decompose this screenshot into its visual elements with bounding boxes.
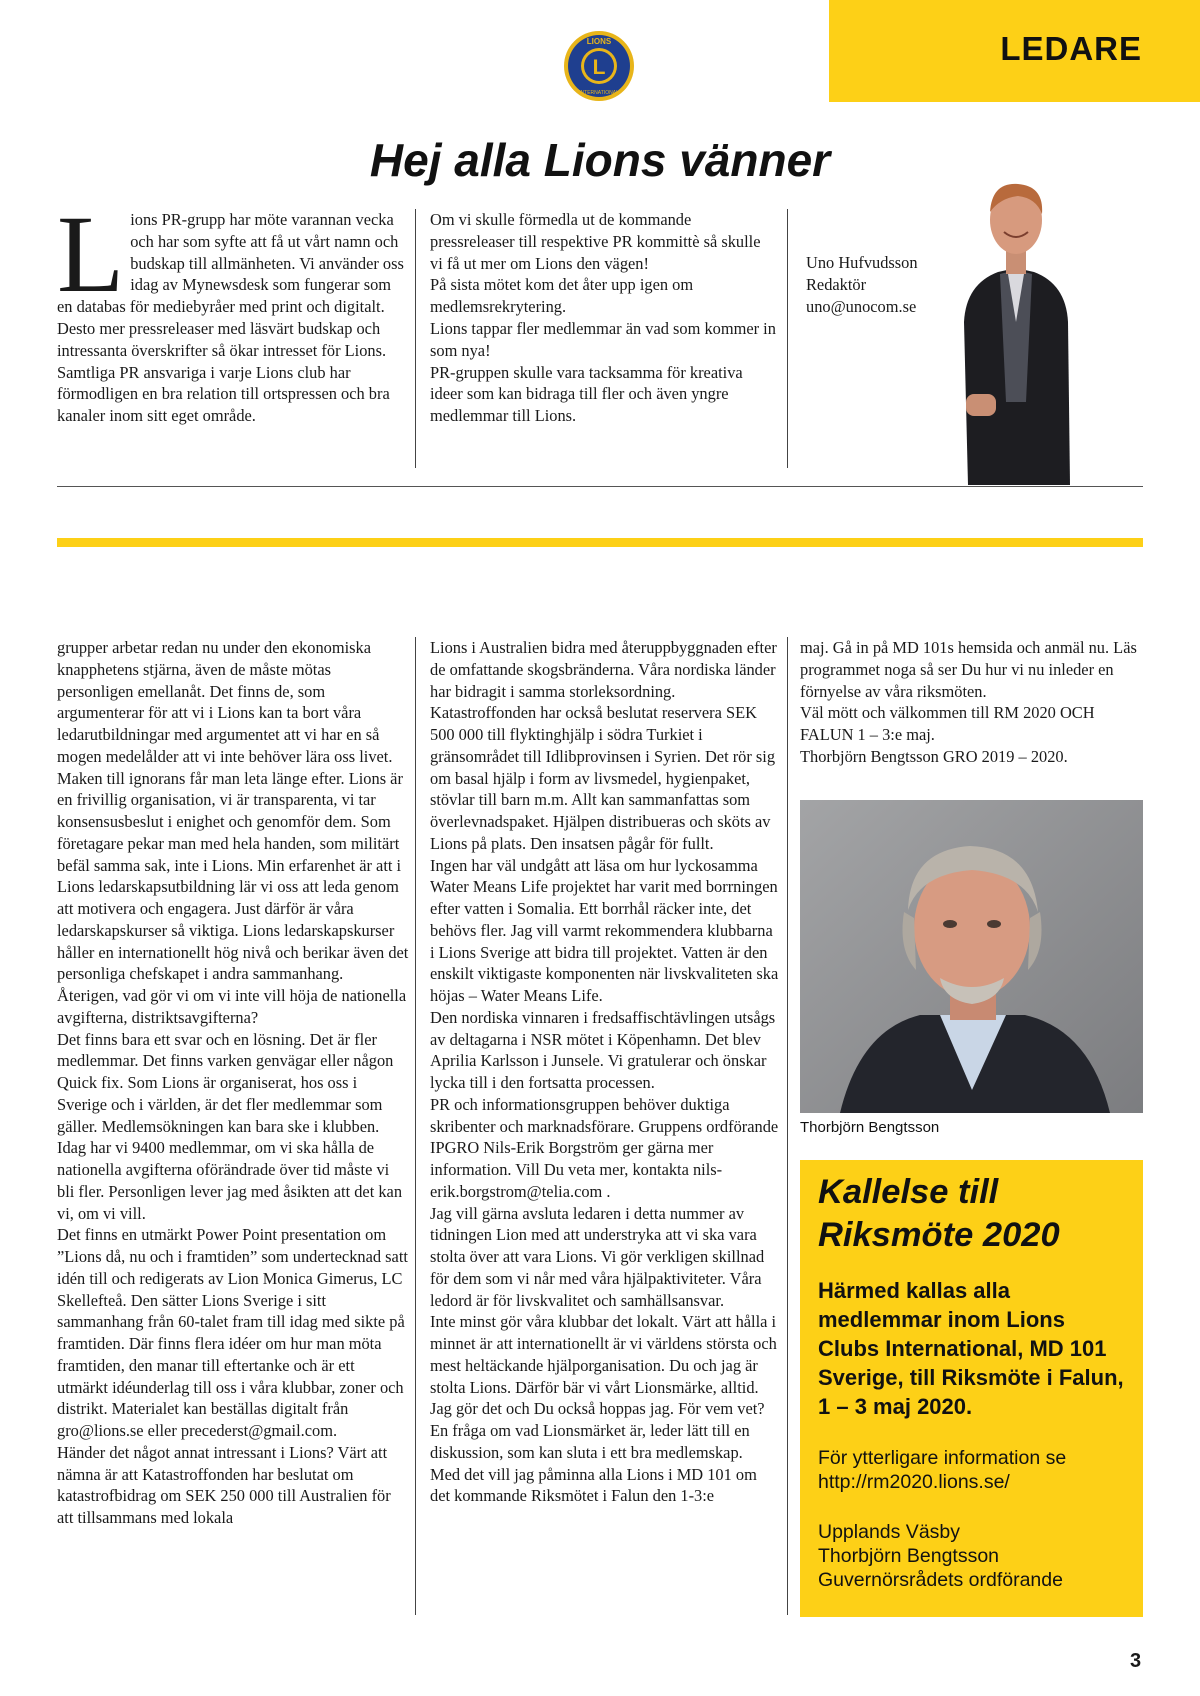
body-paragraph: Thorbjörn Bengtsson GRO 2019 – 2020. xyxy=(800,746,1068,766)
intro-paragraph: ions PR-grupp har möte varannan vecka och har som syfte att få ut vårt namn och budskap till allmänheten. Vi använder oss idag av Mynewsdesk som fungerar som en databas för mediebyråer med print och digitalt. Desto mer pressreleaser med läsvärt budskap och intressanta överskrifter så ökar intresset för Lions. Samtliga PR ansvariga i varje Lions club har förmodligen en bra relation till ortspressen och bra kanaler inom sitt eget område. xyxy=(57,210,404,426)
section-label: LEDARE xyxy=(1000,30,1142,67)
body-paragraph: Händer det något annat intressant i Lions? Värt att nämna är att Katastroffonden har beslutat om katastrofbidrag om SEK 250 000 till Australien för att tillsammans med lokala xyxy=(57,1442,391,1527)
section-divider xyxy=(57,486,1143,487)
author-email: uno@unocom.se xyxy=(806,296,917,316)
announcement-link[interactable]: http://rm2020.lions.se/ xyxy=(818,1471,1010,1493)
editor-portrait xyxy=(960,172,1072,485)
body-paragraph: Med det vill jag påminna alla Lions i MD 101 om det kommande Riksmötet i Falun den 1-3:e xyxy=(430,1464,757,1506)
body-paragraph: Väl mött och välkommen till RM 2020 OCH FALUN 1 – 3:e maj. xyxy=(800,703,1095,744)
page-title: Hej alla Lions vänner xyxy=(369,134,831,186)
body-column-2 xyxy=(430,637,780,1507)
column-divider xyxy=(787,209,788,468)
column-divider xyxy=(415,637,416,1615)
author-photo xyxy=(800,800,1143,1113)
announcement-signature: Upplands Väsby Thorbjörn Bengtsson Guvernörsrådets ordförande xyxy=(818,1521,1063,1591)
announcement-title: Kallelse till Riksmöte 2020 xyxy=(818,1173,1060,1254)
intro-paragraph: På sista mötet kom det åter upp igen om medlemsrekrytering. xyxy=(430,275,694,317)
author-role: Redaktör xyxy=(806,274,867,294)
announcement-box xyxy=(800,1160,1143,1617)
intro-paragraph: Lions tappar fler medlemmar än vad som kommer in som nya! xyxy=(430,318,776,360)
body-paragraph: Inte minst gör våra klubbar det lokalt. Värt att hålla i minnet är att internationellt är vi världens största och mest heltäckande hjälporganisation. Du och jag är stolta Lions. Därför bär vi vårt Lionsmärke, alltid. Jag gör det och Du också hoppas jag. För vem vet? En fråga om vad Lionsmärket är, leder lätt till en diskussion, som kan sluta i ett bra medlemskap. xyxy=(430,1312,777,1462)
body-paragraph: Det finns bara ett svar och en lösning. Det är fler medlemmar. Det finns varken genvägar eller någon Quick fix. Som Lions är organiserat, hos oss i Sverige och i världen, är det fler medlemmar som gäller. Medlemsökningen kan bara ske i klubben. Idag har vi 9400 medlemmar, om vi ska hålla de nationella avgifterna oförändrade över tid måste vi bli fler. Personligen lever jag med åsikten att det kan vi, om vi vill. xyxy=(57,1029,403,1223)
body-paragraph: Ingen har väl undgått att läsa om hur lyckosamma Water Means Life projektet har varit med borrningen efter vatten i Somalia. Ett borrhål räcker inte, det behövs fler. Jag vill varmt rekommendera klubbarna i Lions Sverige att bidra till projektet. Vatten är den enskilt viktigaste komponenten när livskvaliteten ska höjas – Water Means Life. xyxy=(430,855,779,1005)
svg-text:L: L xyxy=(592,56,606,79)
intro-paragraph: PR-gruppen skulle vara tacksamma för kreativa ideer som kan bidraga till fler och även yngre medlemmar till Lions. xyxy=(430,362,743,426)
column-divider xyxy=(415,209,416,468)
body-paragraph: Lions i Australien bidra med återuppbyggnaden efter de omfattande skogsbränderna. Våra nordiska länder har bidragit i samma storleksordning. Katastroffonden har också beslutat reservera SEK 500 000 till flyktinghjälp i södra Turkiet i gränsområdet till Idlibprovinsen i Syrien. Det rör sig om basal hjälp i form av livsmedel, hygienpaket, stövlar till barn m.m. Allt kan sammanfattas som överlevnadspaket. Hjälpen distribueras och sköts av Lions på plats. Den insatsen pågår för fullt. xyxy=(430,638,777,853)
body-paragraph: PR och informationsgruppen behöver duktiga skribenter och marknadsförare. Gruppens ordförande IPGRO Nils-Erik Borgström ger gärna mer information. Vill Du veta mer, kontakta nils-erik.borgstrom@telia.com . xyxy=(430,1094,779,1201)
drop-cap: L xyxy=(57,193,125,315)
body-paragraph: Det finns en utmärkt Power Point presentation om ”Lions då, nu och i framtiden” som undertecknad satt idén till och redigerats av Lion Monica Gimerus, LC Skellefteå. Den sätter Lions Sverige i sitt sammanhang från 60-talet fram till idag med sikte på framtiden. Där finns flera idéer om hur man möta framtiden, den manar till eftertanke och är ett utmärkt idéunderlag till oss i våra klubbar, zoner och distrikt. Materialet kan beställas digitalt från gro@lions.se eller precederst@gmail.com. xyxy=(57,1225,408,1440)
body-paragraph: Återigen, vad gör vi om vi inte vill höja de nationella avgifterna, distriktsavgifterna? xyxy=(57,986,407,1027)
announcement-body: Härmed kallas alla medlemmar inom Lions Clubs International, MD 101 Sverige, till Riksmöte i Falun, 1 – 3 maj 2020. xyxy=(818,1278,1124,1419)
body-column-3 xyxy=(800,637,1145,768)
photo-caption: Thorbjörn Bengtsson xyxy=(800,1119,940,1136)
intro-paragraph: Om vi skulle förmedla ut de kommande pressreleaser till respektive PR kommittè så skulle vi få ut mer om Lions den vägen! xyxy=(430,210,761,273)
author-byline xyxy=(806,252,918,317)
announcement-info: För ytterligare information se http://rm2020.lions.se/ xyxy=(818,1446,1136,1494)
author-name: Uno Hufvudsson xyxy=(806,253,918,272)
yellow-band xyxy=(57,538,1143,547)
intro-column-1 xyxy=(57,193,405,427)
svg-text:INTERNATIONAL: INTERNATIONAL xyxy=(579,90,619,96)
body-paragraph: maj. Gå in på MD 101s hemsida och anmäl nu. Läs programmet noga så ser Du hur vi nu inleder en förnyelse av våra riksmöten. xyxy=(800,638,1137,701)
body-paragraph: Den nordiska vinnaren i fredsaffischtävlingen utsågs av deltagarna i NSR mötet i Köpenhamn. Det blev Aprilia Karlsson i Junsele. Vi gratulerar och önskar lycka till i den fortsatta processen. xyxy=(430,1007,776,1092)
column-divider xyxy=(787,637,788,1615)
body-paragraph: Jag vill gärna avsluta ledaren i detta nummer av tidningen Lion med att understryka att vi ska vara stolta över att vara Lions. Vi gör verkligen skillnad för dem som vi når med våra hjälpaktiviteter. Våra ledord är för livskvalitet och samhällsansvar. xyxy=(430,1203,765,1310)
page-number: 3 xyxy=(1130,1650,1142,1672)
body-paragraph: grupper arbetar redan nu under den ekonomiska knapphetens stjärna, även de måste mötas personligen emellanåt. Det finns de, som argumenterar för att vi i Lions kan ta bort våra ledarutbildningar med argumentet att vi har en så mogen medelålder att vi inte behöver lära oss livet. Maken till ignorans får man leta länge efter. Lions är en frivillig organisation, vi är transparenta, vi tar konsensusbeslut i enighet och genomför dem. Som företagare pekar man med hela handen, som militärt befäl samma sak, inte i Lions. Min erfarenhet är att i Lions ledarskapsutbildning lär vi oss att leda genom att motivera och engagera. Just därför är våra ledarskapskurser så viktiga. Lions ledarskapskurser håller en internationellt hög nivå och berikar även det personliga chefskapet i andra sammanhang. xyxy=(57,638,409,984)
svg-text:LIONS: LIONS xyxy=(586,37,612,46)
section-tab xyxy=(829,0,1200,102)
lions-logo xyxy=(563,30,635,102)
intro-column-2 xyxy=(430,209,776,427)
body-column-1 xyxy=(57,637,409,1529)
